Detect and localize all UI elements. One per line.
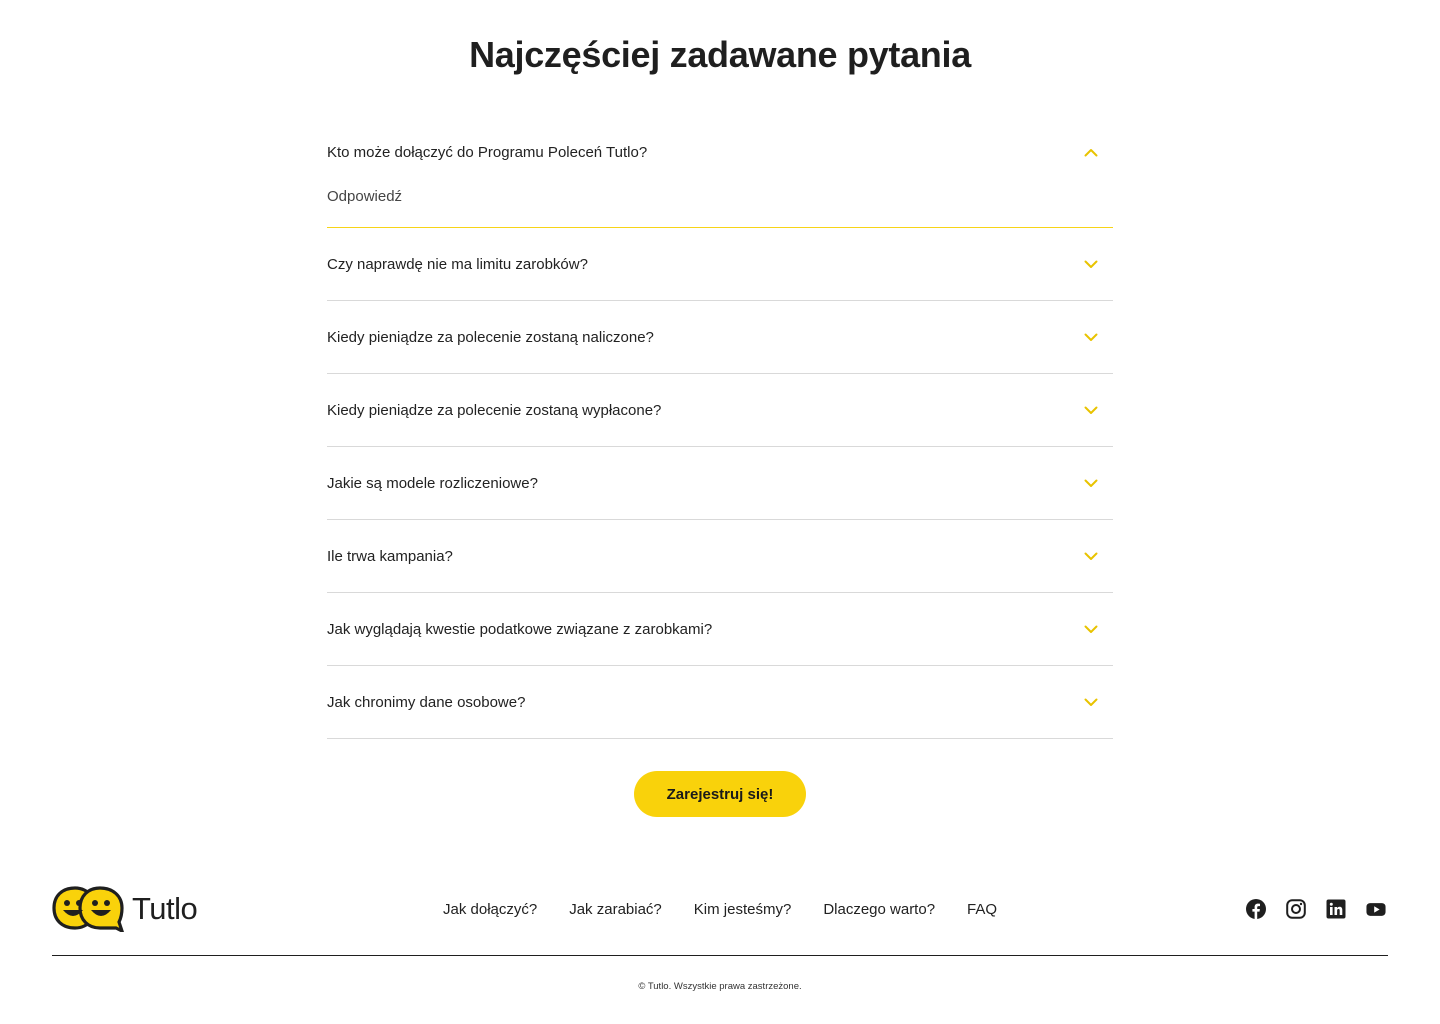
footer-link-jak-zarabiac[interactable]: Jak zarabiać? bbox=[569, 901, 662, 918]
chevron-up-icon[interactable] bbox=[1081, 142, 1101, 162]
faq-list bbox=[327, 116, 1113, 739]
faq-question-text: Czy naprawdę nie ma limitu zarobków? bbox=[327, 255, 588, 273]
faq-item bbox=[327, 228, 1113, 301]
faq-item bbox=[327, 116, 1113, 228]
tutlo-logo-icon bbox=[52, 886, 124, 932]
footer-nav bbox=[443, 900, 1029, 920]
faq-item bbox=[327, 374, 1113, 447]
faq-item bbox=[327, 520, 1113, 593]
chevron-down-icon[interactable] bbox=[1081, 327, 1101, 347]
instagram-icon[interactable] bbox=[1286, 899, 1306, 919]
chevron-down-icon[interactable] bbox=[1081, 546, 1101, 566]
faq-question-text: Kiedy pieniądze za polecenie zostaną wypłacone? bbox=[327, 401, 662, 419]
chevron-down-icon[interactable] bbox=[1081, 473, 1101, 493]
faq-question-toggle[interactable] bbox=[327, 447, 1113, 519]
faq-question-text: Kiedy pieniądze za polecenie zostaną naliczone? bbox=[327, 328, 654, 346]
faq-question-toggle[interactable] bbox=[327, 374, 1113, 446]
footer-link-dlaczego-warto[interactable]: Dlaczego warto? bbox=[823, 901, 936, 918]
chevron-down-icon[interactable] bbox=[1081, 254, 1101, 274]
register-button[interactable]: Zarejestruj się! bbox=[634, 771, 806, 817]
faq-answer-text: Odpowiedź bbox=[327, 188, 403, 205]
footer-logo[interactable] bbox=[52, 886, 197, 932]
faq-question-toggle[interactable] bbox=[327, 301, 1113, 373]
logo-text: Tutlo bbox=[132, 891, 198, 926]
linkedin-icon[interactable] bbox=[1326, 899, 1346, 919]
faq-title: Najczęściej zadawane pytania bbox=[469, 34, 971, 75]
faq-item bbox=[327, 447, 1113, 520]
copyright-text: © Tutlo. Wszystkie prawa zastrzeżone. bbox=[638, 981, 802, 992]
faq-question-toggle[interactable] bbox=[327, 116, 1113, 188]
footer-link-kim-jestesmy[interactable]: Kim jesteśmy? bbox=[693, 901, 792, 918]
faq-item bbox=[327, 593, 1113, 666]
faq-question-toggle[interactable] bbox=[327, 228, 1113, 300]
facebook-icon[interactable] bbox=[1246, 899, 1266, 919]
faq-question-toggle[interactable] bbox=[327, 593, 1113, 665]
chevron-down-icon[interactable] bbox=[1081, 619, 1101, 639]
faq-question-text: Ile trwa kampania? bbox=[327, 547, 453, 565]
youtube-icon[interactable] bbox=[1366, 899, 1386, 919]
chevron-down-icon[interactable] bbox=[1081, 400, 1101, 420]
chevron-down-icon[interactable] bbox=[1081, 692, 1101, 712]
footer-link-faq[interactable]: FAQ bbox=[967, 901, 998, 918]
footer-divider bbox=[52, 955, 1388, 956]
faq-question-text: Jak wyglądają kwestie podatkowe związane z zarobkami? bbox=[327, 620, 713, 638]
faq-item bbox=[327, 666, 1113, 739]
faq-question-text: Kto może dołączyć do Programu Poleceń Tutlo? bbox=[327, 143, 648, 161]
footer-link-jak-dolaczyc[interactable]: Jak dołączyć? bbox=[443, 901, 538, 918]
faq-question-text: Jak chronimy dane osobowe? bbox=[327, 693, 526, 711]
social-links bbox=[1246, 899, 1386, 919]
faq-item bbox=[327, 301, 1113, 374]
faq-question-text: Jakie są modele rozliczeniowe? bbox=[327, 474, 538, 492]
faq-question-toggle[interactable] bbox=[327, 520, 1113, 592]
faq-question-toggle[interactable] bbox=[327, 666, 1113, 738]
